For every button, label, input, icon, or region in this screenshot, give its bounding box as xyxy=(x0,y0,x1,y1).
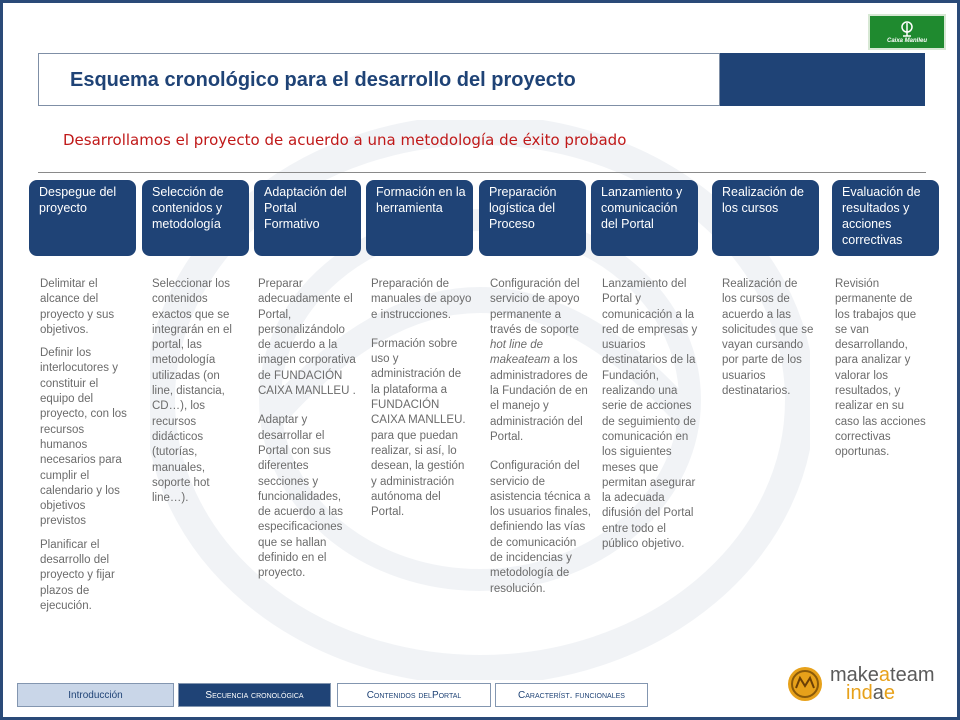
nav-secuencia-label-initial: S xyxy=(205,689,213,701)
description-paragraph: Planificar el desarrollo del proyecto y fijar plazos de ejecución. xyxy=(40,538,115,612)
phase-lanzamiento: Lanzamiento y comunicación del Portal xyxy=(591,180,698,256)
nav-contenidos-label-rest: ontenidos del xyxy=(373,689,432,701)
phase-formacion: Formación en la herramienta xyxy=(366,180,473,256)
phase-realizacion: Realización de los cursos xyxy=(712,180,819,256)
description-paragraph: Definir los interlocutores y constituir el equipo del proyecto, con los recursos humanos necesarios para cumplir el calendario y los objetivos previstos xyxy=(40,347,127,528)
makeateam-logo xyxy=(786,662,936,706)
wordmark-part: team xyxy=(890,664,935,686)
wordmark-part-dark: a xyxy=(872,682,884,704)
description-paragraph: Configuración del servicio de asistencia técnica a los usuarios finales, definiendo las vías de comunicación de incidencias y metodología de resolución. xyxy=(490,460,591,595)
nav-contenidos-label-initial: C xyxy=(366,689,374,701)
page-title: Esquema cronológico para el desarrollo del proyecto xyxy=(70,69,576,91)
text-segment: a los administradores de la Fundación de en el manejo y administración del Portal. xyxy=(490,354,588,443)
description-realizacion xyxy=(722,277,815,399)
wordmark-part-accent: a xyxy=(878,664,891,686)
wordmark-part: make xyxy=(830,664,879,686)
description-paragraph: Seleccionar los contenidos exactos que se integrarán en el portal, las metodología utilizadas (on line, distancia, CD…), los recursos didácticos (tutorías, manuales, soporte hot line…). xyxy=(152,278,232,505)
nav-introduccion-label: Introducción xyxy=(68,689,123,701)
text-segment: Configuración del servicio de apoyo permanente a través de soporte xyxy=(490,278,580,336)
title-accent-block xyxy=(720,53,925,106)
nav-secuencia-cronologica[interactable] xyxy=(178,683,331,707)
text-segment-italic: hot line de makeateam xyxy=(490,339,551,367)
phase-adaptacion: Adaptación del Portal Formativo xyxy=(254,180,361,256)
makeateam-seal-icon xyxy=(786,666,824,702)
page-subtitle: Desarrollamos el proyecto de acuerdo a una metodología de éxito probado xyxy=(63,131,627,149)
caixa-manlleu-logo xyxy=(868,14,946,50)
phase-despegue: Despegue del proyecto xyxy=(29,180,136,256)
description-paragraph: Lanzamiento del Portal y comunicación a la red de empresas y usuarios destinatarios de la Fundación, realizando una serie de acciones de seguimiento de comunicación en los siguientes meses que permitan asegurar la adecuada difusión del Portal entre todo el público objetivo. xyxy=(602,278,698,551)
phase-evaluacion: Evaluación de resultados y acciones correctivas xyxy=(832,180,939,256)
indae-wordmark xyxy=(846,682,895,704)
nav-caracteristicas-funcionales[interactable] xyxy=(495,683,648,707)
description-despegue xyxy=(40,277,128,614)
description-adaptacion xyxy=(258,277,356,582)
nav-caracteristicas-label-initial: C xyxy=(518,689,526,701)
nav-contenidos-label-initial2: P xyxy=(431,689,439,701)
description-seleccion xyxy=(152,277,242,506)
description-paragraph: Realización de los cursos de acuerdo a las solicitudes que se vayan cursando por parte de los usuarios destinatarios. xyxy=(722,278,814,398)
wordmark-part: e xyxy=(883,682,895,704)
description-paragraph: Delimitar el alcance del proyecto y sus objetivos. xyxy=(40,278,115,336)
phase-seleccion: Selección de contenidos y metodología xyxy=(142,180,249,256)
divider xyxy=(38,172,926,173)
description-paragraph: Adaptar y desarrollar el Portal con sus diferentes secciones y funcionalidades, de acuerdo a las especificaciones que se hallan definido en el proyecto. xyxy=(258,414,344,580)
nav-contenidos-portal[interactable] xyxy=(337,683,491,707)
nav-introduccion[interactable] xyxy=(17,683,174,707)
description-lanzamiento xyxy=(602,277,705,552)
description-formacion xyxy=(371,277,472,520)
description-paragraph xyxy=(490,277,591,445)
caixa-logo-text: Caixa Manlleu xyxy=(886,37,927,44)
description-paragraph: Preparar adecuadamente el Portal, personalizándolo de acuerdo a la imagen corporativa de FUNDACIÓN CAIXA MANLLEU . xyxy=(258,278,356,398)
description-paragraph: Preparación de manuales de apoyo e instrucciones. xyxy=(371,278,472,321)
caixa-leaf-icon xyxy=(898,21,916,37)
nav-contenidos-label-rest2: ortal xyxy=(438,689,462,701)
description-evaluacion xyxy=(835,277,927,461)
description-paragraph: Revisión permanente de los trabajos que se van desarrollando, para analizar y valorar los resultados, y realizar en su caso las acciones correctivas oportunas. xyxy=(835,278,926,459)
phase-preparacion: Preparación logística del Proceso xyxy=(479,180,586,256)
description-paragraph: Formación sobre uso y administración de la plataforma a FUNDACIÓN CAIXA MANLLEU. para que puedan realizar, si así, lo desean, la gestión y administración autónoma del Portal. xyxy=(371,337,466,519)
nav-caracteristicas-label-rest: aracteríst. funcionales xyxy=(525,689,625,701)
description-preparacion xyxy=(490,277,591,597)
wordmark-part: ind xyxy=(846,682,873,704)
nav-secuencia-label-rest: ecuencia cronológica xyxy=(212,689,304,701)
